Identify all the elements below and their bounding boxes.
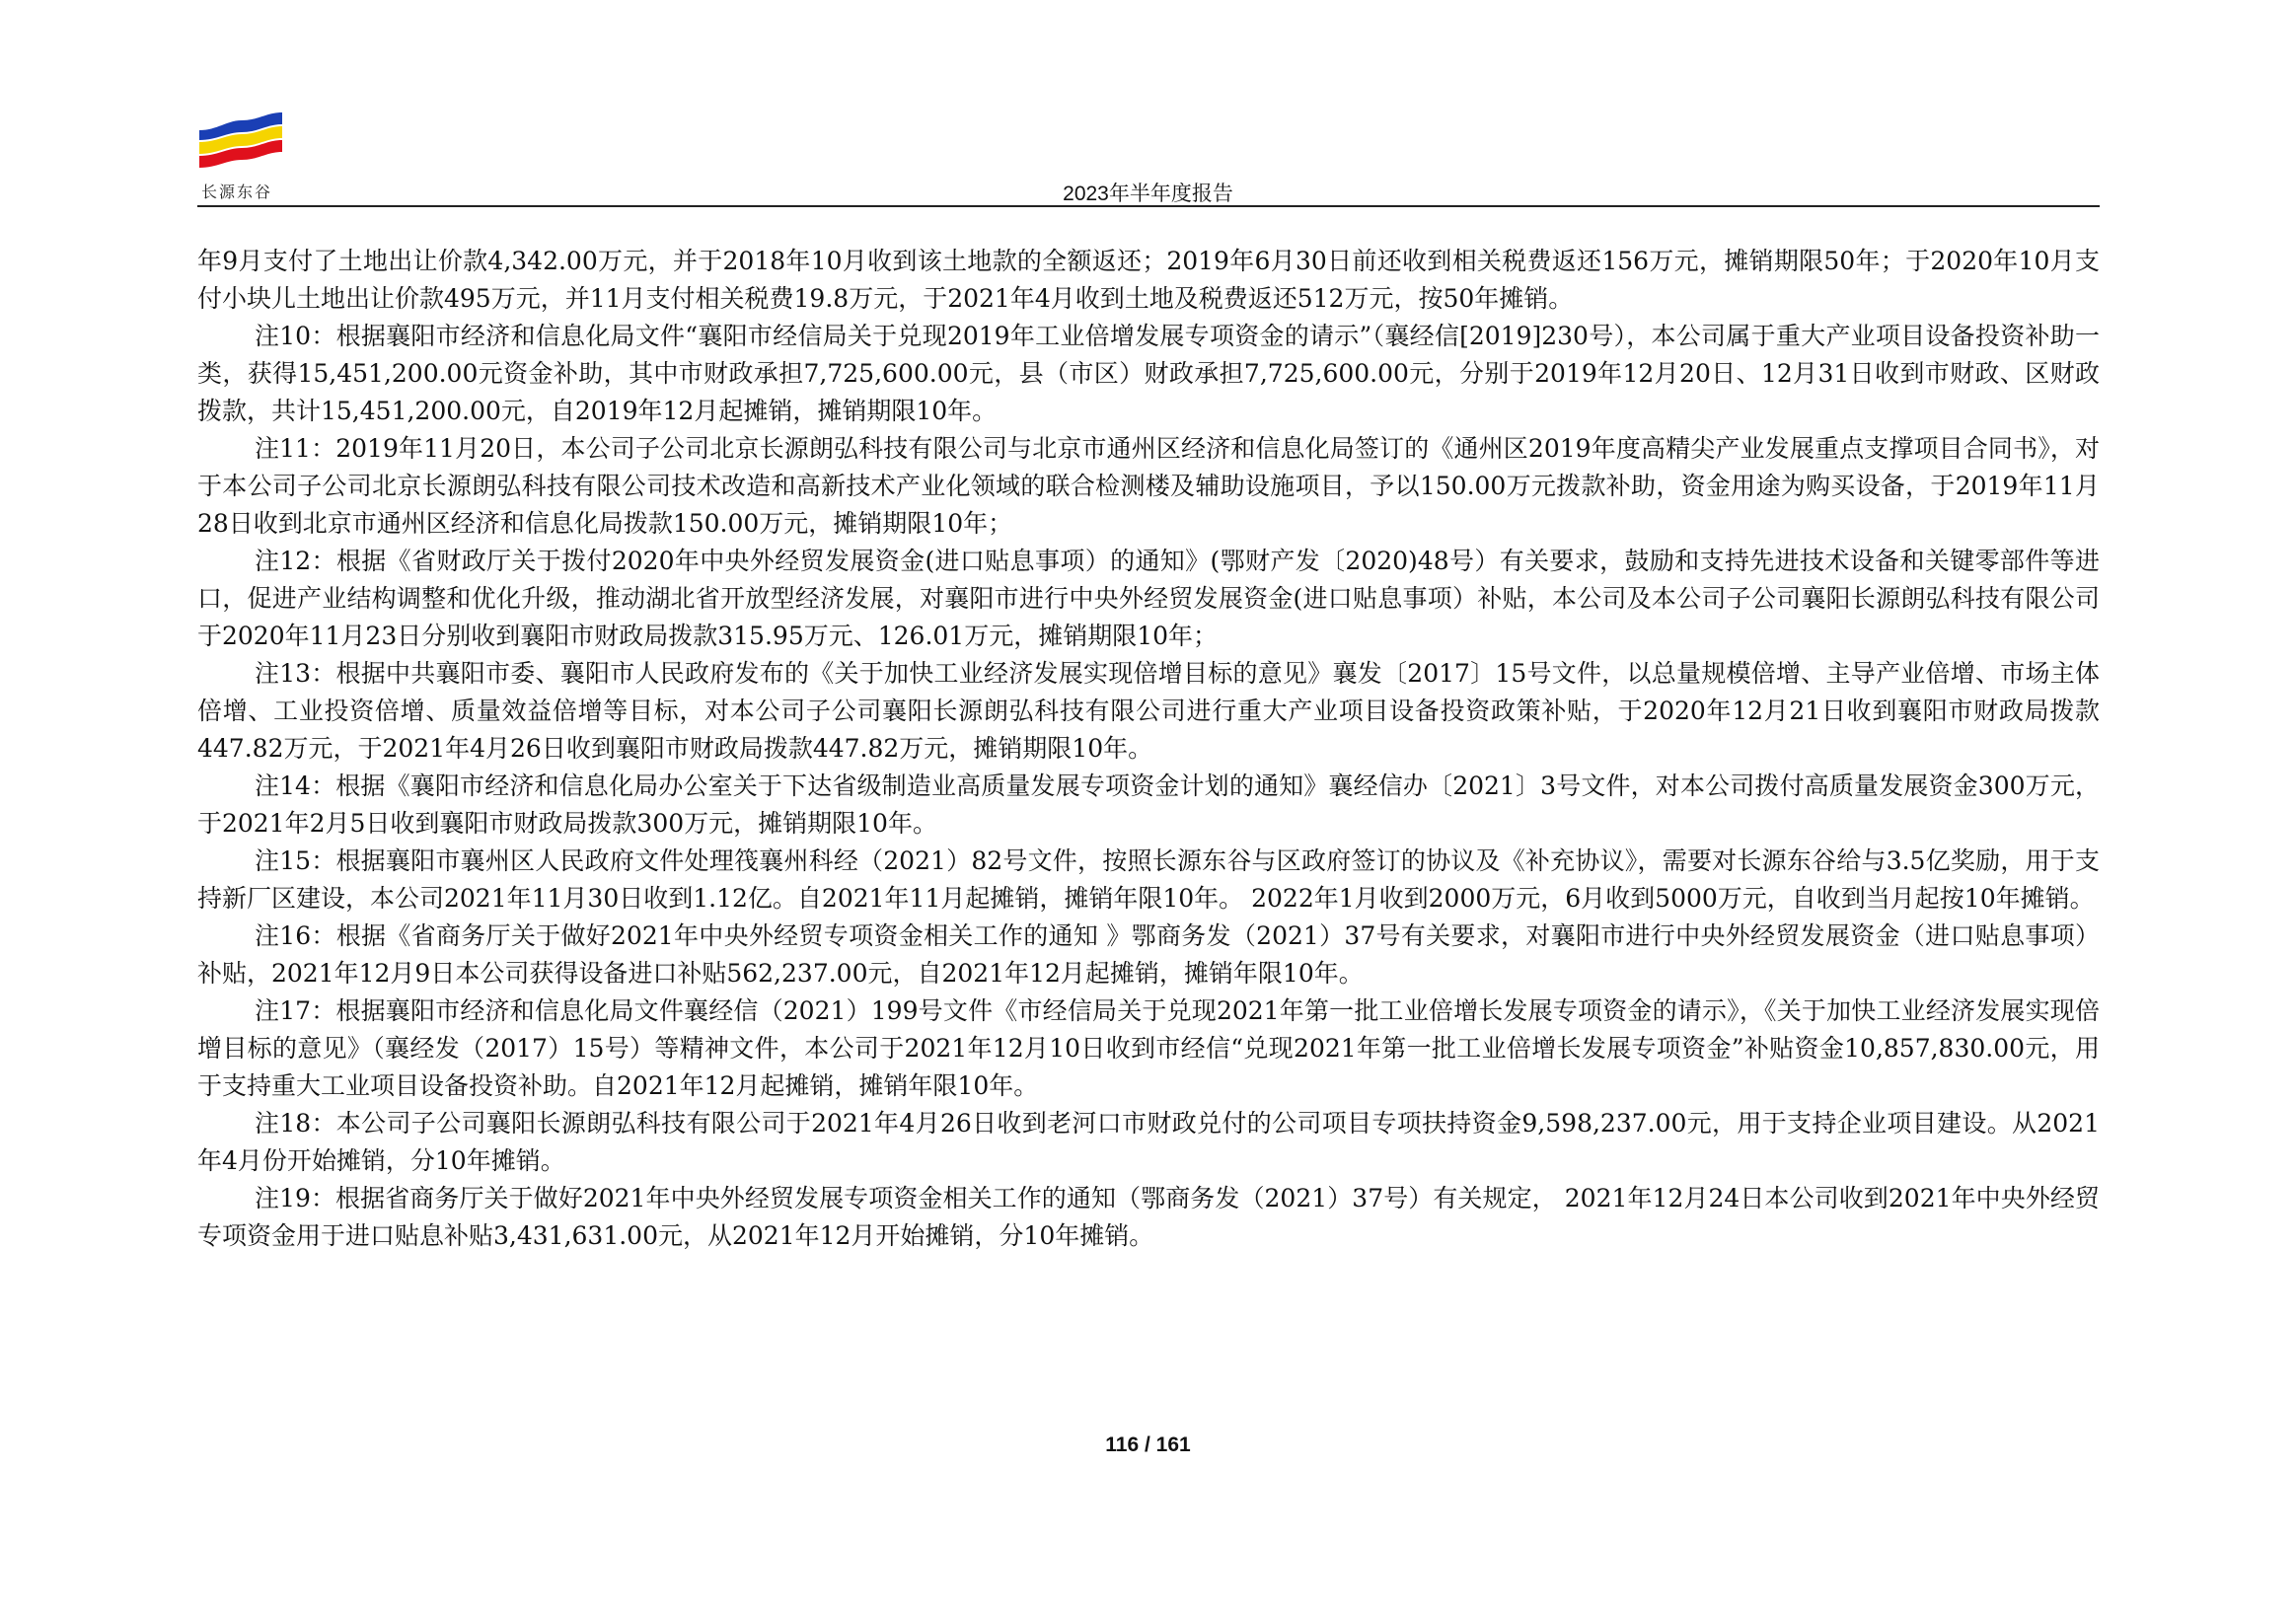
paragraph-note-12: 注12：根据《省财政厅关于拨付2020年中央外经贸发展资金(进口贴息事项）的通知》(鄂财产发〔2020)48号）有关要求，鼓励和支持先进技术设备和关键零部件等进口，促进产业结构调整和优化升级，推动湖北省开放型经济发展，对襄阳市进行中央外经贸发展资金(进口贴息事项）补贴，本公司及本公司子公司襄阳长源朗弘科技有限公司于2020年11月23日分别收到襄阳市财政局拨款315.95万元、126.01万元，摊销期限10年；	[197, 547, 2100, 650]
document-body	[197, 243, 2100, 1255]
logo-stripes-icon	[197, 110, 286, 180]
logo-text: 长源东谷	[201, 183, 273, 201]
paragraph-note-15: 注15：根据襄阳市襄州区人民政府文件处理筏襄州科经（2021）82号文件，按照长源东谷与区政府签订的协议及《补充协议》，需要对长源东谷给与3.5亿奖励，用于支持新厂区建设，本公司2021年11月30日收到1.12亿。自2021年11月起摊销，摊销年限10年。 2022年1月收到2000万元，6月收到5000万元，自收到当月起按10年摊销。	[197, 846, 2100, 913]
paragraph-note-13: 注13：根据中共襄阳市委、襄阳市人民政府发布的《关于加快工业经济发展实现倍增目标的意见》襄发〔2017〕15号文件，以总量规模倍增、主导产业倍增、市场主体倍增、工业投资倍增、质量效益倍增等目标，对本公司子公司襄阳长源朗弘科技有限公司进行重大产业项目设备投资政策补贴，于2020年12月21日收到襄阳市财政局拨款447.82万元，于2021年4月26日收到襄阳市财政局拨款447.82万元，摊销期限10年。	[197, 659, 2100, 763]
paragraph-continuation: 年9月支付了土地出让价款4,342.00万元，并于2018年10月收到该土地款的全额返还；2019年6月30日前还收到相关税费返还156万元，摊销期限50年；于2020年10月支付小块儿土地出让价款495万元，并11月支付相关税费19.8万元，于2021年4月收到土地及税费返还512万元，按50年摊销。	[197, 247, 2100, 313]
paragraph-note-14: 注14：根据《襄阳市经济和信息化局办公室关于下达省级制造业高质量发展专项资金计划的通知》襄经信办〔2021〕3号文件，对本公司拨付高质量发展资金300万元，于2021年2月5日收到襄阳市财政局拨款300万元，摊销期限10年。	[197, 771, 2100, 838]
paragraph-note-18: 注18：本公司子公司襄阳长源朗弘科技有限公司于2021年4月26日收到老河口市财政兑付的公司项目专项扶持资金9,598,237.00元，用于支持企业项目建设。从2021年4月份开始摊销，分10年摊销。	[197, 1109, 2100, 1175]
paragraph-note-17: 注17：根据襄阳市经济和信息化局文件襄经信（2021）199号文件《市经信局关于兑现2021年第一批工业倍增长发展专项资金的请示》，《关于加快工业经济发展实现倍增目标的意见》（襄经发（2017）15号）等精神文件，本公司于2021年12月10日收到市经信“兑现2021年第一批工业倍增长发展专项资金”补贴资金10,857,830.00元，用于支持重大工业项目设备投资补助。自2021年12月起摊销，摊销年限10年。	[197, 996, 2100, 1100]
paragraph-note-16: 注16：根据《省商务厅关于做好2021年中央外经贸专项资金相关工作的通知 》鄂商务发（2021）37号有关要求，对襄阳市进行中央外经贸发展资金（进口贴息事项）补贴，2021年12月9日本公司获得设备进口补贴562,237.00元，自2021年12月起摊销，摊销年限10年。	[197, 921, 2100, 988]
report-title: 2023年半年度报告	[1063, 183, 1233, 205]
page-number: 116 / 161	[1105, 1433, 1191, 1456]
paragraph-note-11: 注11：2019年11月20日，本公司子公司北京长源朗弘科技有限公司与北京市通州区经济和信息化局签订的《通州区2019年度高精尖产业发展重点支撑项目合同书》，对于本公司子公司北京长源朗弘科技有限公司技术改造和高新技术产业化领域的联合检测楼及辅助设施项目，予以150.00万元拨款补助，资金用途为购买设备，于2019年11月28日收到北京市通州区经济和信息化局拨款150.00万元，摊销期限10年；	[197, 434, 2100, 538]
paragraph-note-10: 注10：根据襄阳市经济和信息化局文件“襄阳市经信局关于兑现2019年工业倍增发展专项资金的请示”（襄经信[2019]230号），本公司属于重大产业项目设备投资补助一类，获得15,451,200.00元资金补助，其中市财政承担7,725,600.00元，县（市区）财政承担7,725,600.00元，分别于2019年12月20日、12月31日收到市财政、区财政拨款，共计15,451,200.00元，自2019年12月起摊销，摊销期限10年。	[197, 322, 2100, 425]
header-divider	[197, 205, 2100, 207]
paragraph-note-19: 注19：根据省商务厅关于做好2021年中央外经贸发展专项资金相关工作的通知（鄂商务发（2021）37号）有关规定， 2021年12月24日本公司收到2021年中央外经贸专项资金用于进口贴息补贴3,431,631.00元，从2021年12月开始摊销，分10年摊销。	[197, 1184, 2100, 1250]
